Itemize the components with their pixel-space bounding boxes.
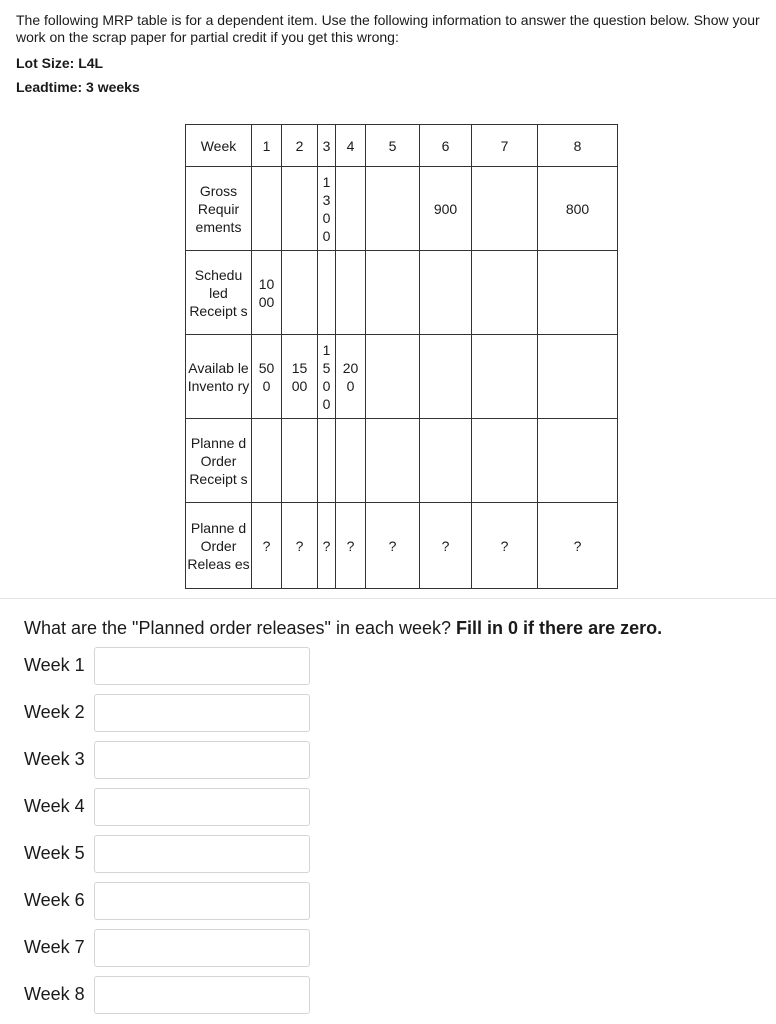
question — [24, 618, 662, 639]
planned-releases-cell: ? — [336, 503, 366, 589]
planned-receipts-cell — [366, 419, 420, 503]
planned-receipts-cell — [472, 419, 538, 503]
week-6-input[interactable] — [94, 882, 310, 920]
scheduled-receipts-row — [186, 251, 618, 335]
scheduled-cell — [252, 251, 282, 335]
instruction-text: The following MRP table is for a dependent item. Use the following information to answer the question below. Show your work on the scrap paper for partial credit if you get this wrong: — [16, 12, 760, 45]
planned-order-releases-row — [186, 503, 618, 589]
available-week-4-value: 200 — [342, 359, 359, 394]
planned-receipts-cell — [538, 419, 618, 503]
scheduled-cell — [336, 251, 366, 335]
available-cell — [252, 335, 282, 419]
scheduled-week-1-value: 1000 — [258, 275, 275, 310]
week-5: 5 — [366, 125, 420, 167]
available-cell — [420, 335, 472, 419]
gross-requirements-label: Gross Requir ements — [186, 167, 252, 251]
available-cell — [318, 335, 336, 419]
week-4: 4 — [336, 125, 366, 167]
gross-cell — [252, 167, 282, 251]
available-week-1-value: 500 — [258, 359, 275, 394]
gross-cell — [472, 167, 538, 251]
week-6: 6 — [420, 125, 472, 167]
planned-releases-cell: ? — [420, 503, 472, 589]
week-3: 3 — [318, 125, 336, 167]
week-2: 2 — [282, 125, 318, 167]
planned-receipts-cell — [336, 419, 366, 503]
week-2-input[interactable] — [94, 694, 310, 732]
planned-releases-cell: ? — [252, 503, 282, 589]
gross-cell — [318, 167, 336, 251]
scheduled-cell — [366, 251, 420, 335]
scheduled-cell — [318, 251, 336, 335]
gross-cell — [282, 167, 318, 251]
planned-releases-cell: ? — [472, 503, 538, 589]
week-8: 8 — [538, 125, 618, 167]
answer-label: Week 7 — [24, 937, 85, 957]
gross-requirements-row — [186, 167, 618, 251]
week-8-input[interactable] — [94, 976, 310, 1014]
answer-label: Week 5 — [24, 843, 85, 863]
planned-releases-cell: ? — [282, 503, 318, 589]
week-3-input[interactable] — [94, 741, 310, 779]
week-1-input[interactable] — [94, 647, 310, 685]
planned-receipts-cell — [420, 419, 472, 503]
week-header: Week — [186, 125, 252, 167]
week-4-input[interactable] — [94, 788, 310, 826]
week-7-input[interactable] — [94, 929, 310, 967]
scheduled-cell — [472, 251, 538, 335]
available-cell — [336, 335, 366, 419]
planned-order-releases-label: Planne d Order Releas es — [186, 503, 252, 589]
planned-releases-cell: ? — [318, 503, 336, 589]
mrp-table — [185, 124, 618, 589]
available-cell — [538, 335, 618, 419]
gross-cell: 800 — [538, 167, 618, 251]
available-week-2-value: 1500 — [291, 359, 308, 394]
available-cell — [472, 335, 538, 419]
answer-label: Week 3 — [24, 749, 85, 769]
lot-size: Lot Size: L4L — [16, 55, 104, 71]
scheduled-receipts-label: Schedu led Receipt s — [186, 251, 252, 335]
gross-week-3-value: 1300 — [322, 173, 331, 244]
scheduled-cell — [282, 251, 318, 335]
week-5-input[interactable] — [94, 835, 310, 873]
answer-label: Week 4 — [24, 796, 85, 816]
week-row — [186, 125, 618, 167]
planned-releases-cell: ? — [538, 503, 618, 589]
section-divider — [0, 598, 776, 599]
leadtime: Leadtime: 3 weeks — [16, 79, 140, 95]
planned-order-receipts-label: Planne d Order Receipt s — [186, 419, 252, 503]
scheduled-cell — [420, 251, 472, 335]
gross-cell: 900 — [420, 167, 472, 251]
answer-label: Week 6 — [24, 890, 85, 910]
question-emphasis: Fill in 0 if there are zero. — [456, 618, 663, 638]
gross-cell — [336, 167, 366, 251]
planned-order-receipts-row — [186, 419, 618, 503]
available-inventory-label: Availab le Invento ry — [186, 335, 252, 419]
available-cell — [282, 335, 318, 419]
week-7: 7 — [472, 125, 538, 167]
available-inventory-row — [186, 335, 618, 419]
instructions — [16, 12, 766, 46]
week-1: 1 — [252, 125, 282, 167]
scheduled-cell — [538, 251, 618, 335]
planned-receipts-cell — [252, 419, 282, 503]
available-week-3-value: 1500 — [322, 341, 331, 412]
answer-label: Week 1 — [24, 655, 85, 675]
answer-label: Week 8 — [24, 984, 85, 1004]
planned-releases-cell: ? — [366, 503, 420, 589]
answer-label: Week 2 — [24, 702, 85, 722]
planned-receipts-cell — [318, 419, 336, 503]
gross-cell — [366, 167, 420, 251]
planned-receipts-cell — [282, 419, 318, 503]
available-cell — [366, 335, 420, 419]
question-text: What are the "Planned order releases" in each week? — [24, 618, 452, 638]
